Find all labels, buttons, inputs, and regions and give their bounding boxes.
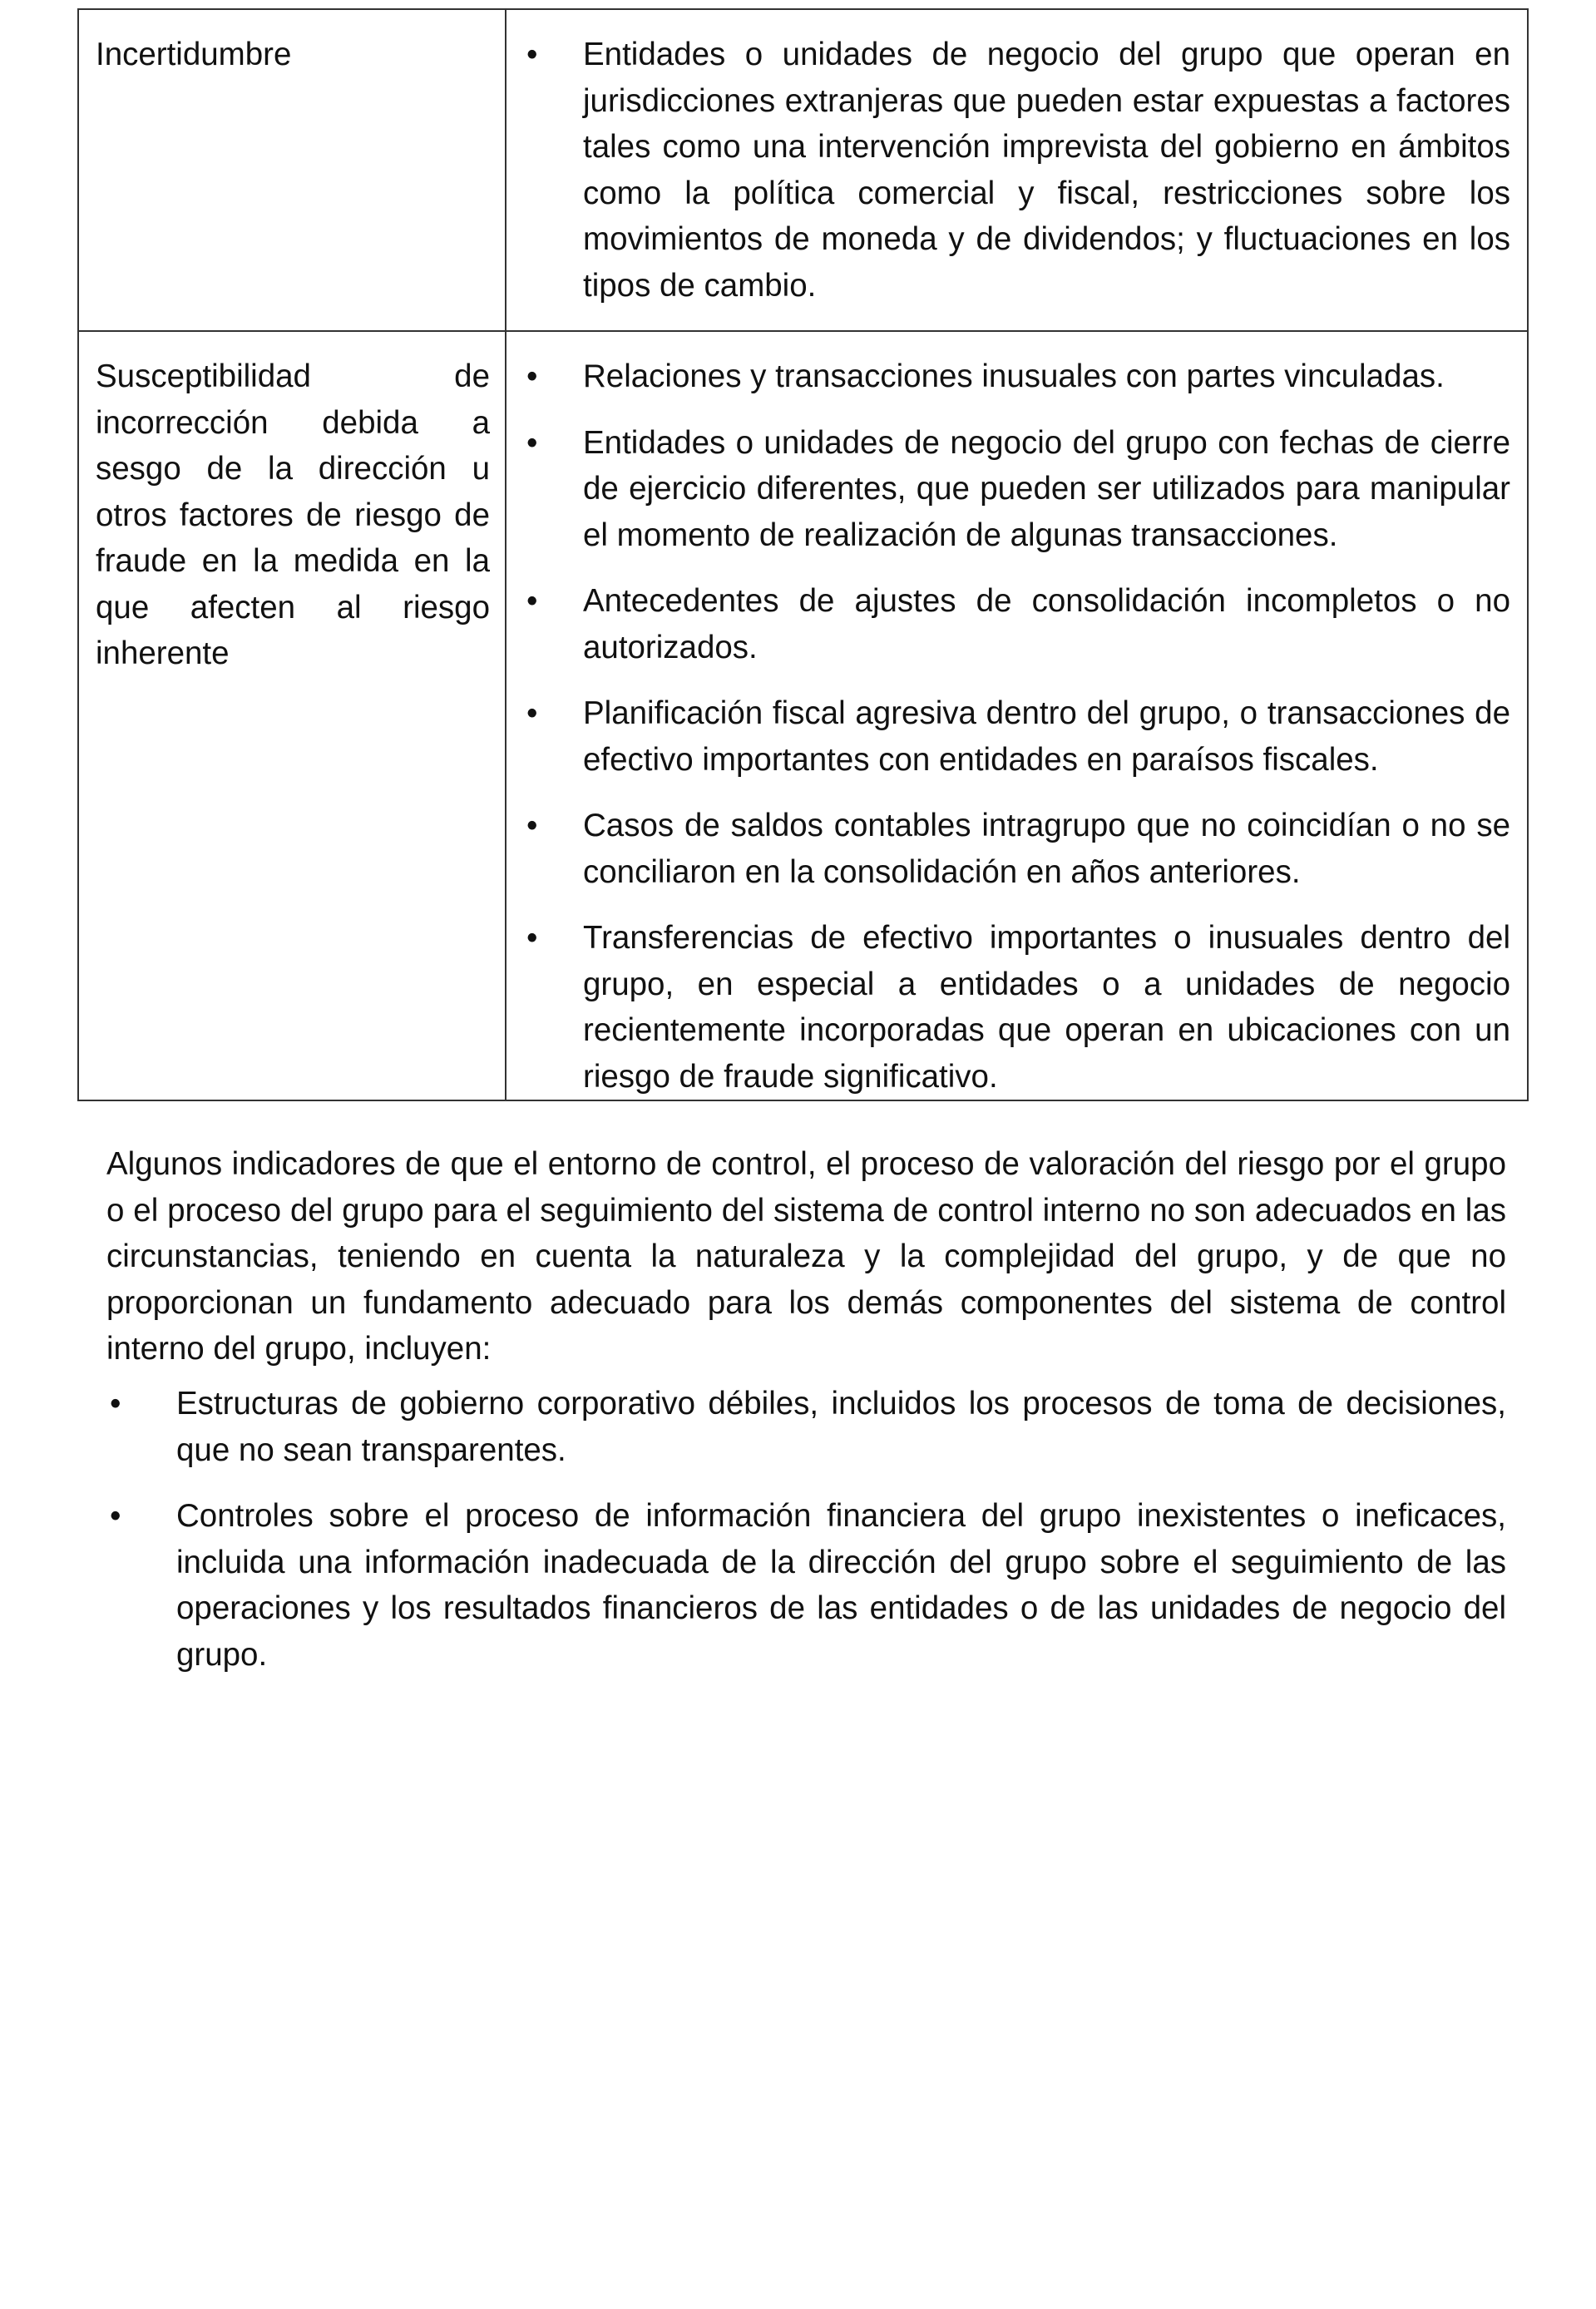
table-row — [78, 9, 1528, 331]
examples-list — [506, 10, 1527, 330]
list-item-text: Antecedentes de ajustes de consolidación incompletos o no autorizados. — [583, 583, 1510, 665]
list-item — [506, 803, 1510, 895]
examples-cell — [506, 331, 1528, 1100]
list-item-text: Controles sobre el proceso de información financiera del grupo inexistentes o ineficaces, incluida una información inadecuada de la dirección del grupo sobre el seguimiento de las operaciones y los resultados financieros de las entidades o de las unidades de negocio del grupo. — [176, 1498, 1506, 1673]
examples-cell — [506, 9, 1528, 331]
list-item-text: Planificación fiscal agresiva dentro del grupo, o transacciones de efectivo importantes con entidades en paraísos fiscales. — [583, 695, 1510, 778]
bullet-icon: • — [526, 808, 538, 843]
list-item — [106, 1381, 1506, 1473]
factor-label: Susceptibilidad de incorrección debida a sesgo de la dirección u otros factores de riesgo de fraude en la medida en la que afecten al riesgo inherente — [96, 358, 490, 671]
intro-paragraph: Algunos indicadores de que el entorno de control, el proceso de valoración del riesgo por el grupo o el proceso del grupo para el seguimiento del sistema de control interno no son adecuados en las circunstancias, teniendo en cuenta la naturaleza y la complejidad del grupo, y de que no proporcionan un fundamento adecuado para los demás componentes del sistema de control interno del grupo, incluyen: — [106, 1146, 1506, 1367]
risk-factors-table — [77, 8, 1529, 1101]
list-item-text: Relaciones y transacciones inusuales con partes vinculadas. — [583, 358, 1445, 394]
bullet-icon: • — [110, 1498, 121, 1534]
bullet-icon: • — [526, 583, 538, 619]
list-item-text: Entidades o unidades de negocio del grupo que operan en jurisdicciones extranjeras que pueden estar expuestas a factores tales como una intervención imprevista del gobierno en ámbitos como la política comercial y fiscal, restricciones sobre los movimientos de moneda y de dividendos; y fluctuaciones en los tipos de cambio. — [583, 37, 1510, 304]
factor-label: Incertidumbre — [96, 37, 292, 72]
list-item — [106, 1493, 1506, 1678]
factor-cell — [78, 331, 506, 1100]
list-item — [506, 420, 1510, 559]
list-item — [506, 354, 1510, 400]
bullet-icon: • — [526, 358, 538, 394]
list-item-text: Entidades o unidades de negocio del grupo con fechas de cierre de ejercicio diferentes, que pueden ser utilizados para manipular el momento de realización de algunas transacciones. — [583, 424, 1510, 553]
bullet-icon: • — [110, 1386, 121, 1421]
bullet-icon: • — [526, 37, 538, 72]
list-item — [506, 32, 1510, 309]
list-item-text: Casos de saldos contables intragrupo que no coincidían o no se conciliaron en la consolidación en años anteriores. — [583, 808, 1510, 890]
examples-list — [506, 332, 1527, 1100]
table-row — [78, 331, 1528, 1100]
list-item-text: Estructuras de gobierno corporativo débiles, incluidos los procesos de toma de decisiones, que no sean transparentes. — [176, 1386, 1506, 1468]
list-item-text: Transferencias de efectivo importantes o inusuales dentro del grupo, en especial a entidades o a unidades de negocio recientemente incorporadas que operan en ubicaciones con un riesgo de fraude significativo. — [583, 920, 1510, 1095]
indicators-list — [106, 1381, 1506, 1698]
bullet-icon: • — [526, 695, 538, 731]
list-item — [506, 578, 1510, 670]
list-item — [506, 690, 1510, 783]
factor-cell — [78, 9, 506, 331]
bullet-icon: • — [526, 424, 538, 461]
list-item — [506, 915, 1510, 1100]
bullet-icon: • — [526, 920, 538, 956]
